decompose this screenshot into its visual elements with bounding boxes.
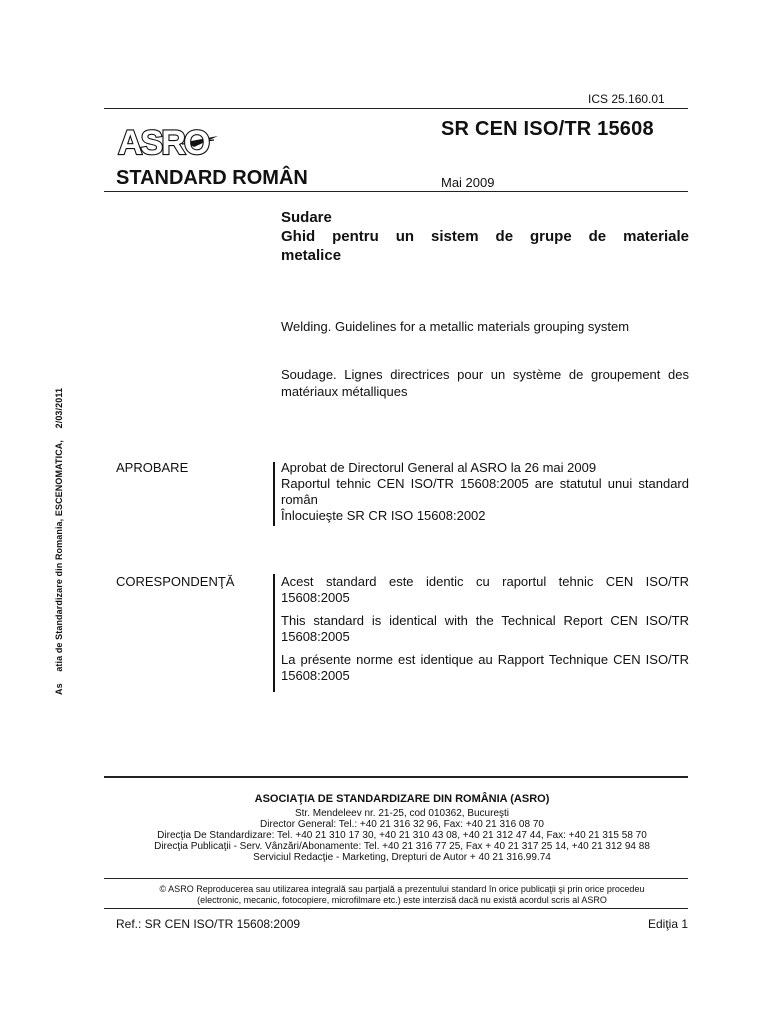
title-french: Soudage. Lignes directrices pour un système de groupement des matériaux métalliques [281,367,689,399]
title-english: Welding. Guidelines for a metallic materials grouping system [281,319,630,334]
footer-director: Director General: Tel.: +40 21 316 32 96, Fax: +40 21 316 08 70 [260,819,544,830]
correspondence-bar [273,574,275,692]
reference-number: Ref.: SR CEN ISO/TR 15608:2009 [116,917,301,931]
copyright-line1: © ASRO Reproducerea sau utilizarea integrală sau parţială a prezentului standard în orice publicaţii şi prin orice procedeu [159,884,645,894]
title-ro-line1: Sudare [281,209,332,226]
approval-text-1: Aprobat de Directorul General al ASRO la 26 mai 2009 [281,460,597,475]
asro-logo-icon [116,116,220,164]
copyright-notice [116,884,688,906]
footer-standardizare: Direcţia De Standardizare: Tel. +40 21 310 17 30, +40 21 310 43 08, +40 21 312 47 44, Fax: +40 21 315 58 70 [157,830,647,841]
footer-organization: ASOCIAŢIA DE STANDARDIZARE DIN ROMÂNIA (ASRO) [254,793,550,805]
side-watermark-part1: As [54,683,64,695]
correspondence-block [281,574,689,684]
ics-code: ICS 25.160.01 [588,92,665,106]
header-rule [104,191,688,192]
correspondence-text-fr: La présente norme est identique au Rapport Technique CEN ISO/TR 15608:2005 [281,652,689,683]
approval-label: APROBARE [116,460,189,475]
copyright-line2: (electronic, mecanic, fotocopiere, microfilmare etc.) este interzisă dacă nu există acordul scris al ASRO [197,895,607,905]
correspondence-text-ro: Acest standard este identic cu raportul tehnic CEN ISO/TR 15608:2005 [281,574,689,605]
bottom-rule [104,908,688,909]
side-watermark-part2: atia de Standardizare din Romania, ESCENOMATICA, [54,440,64,672]
title-ro-line2: Ghid pentru un sistem de grupe de materiale [281,228,689,245]
title-ro-line3: metalice [281,247,342,264]
top-rule [104,108,688,109]
correspondence-text-en: This standard is identical with the Technical Report CEN ISO/TR 15608:2005 [281,613,689,644]
correspondence-label: CORESPONDENŢĂ [116,574,235,589]
standard-label: STANDARD ROMÂN [116,167,308,189]
footer-publicatii: Direcţia Publicaţii - Serv. Vânzări/Abonamente: Tel. +40 21 316 77 25, Fax + 40 21 317 25 14, +40 21 312 94 88 [154,841,650,852]
approval-bar [273,462,275,526]
copyright-rule [104,878,688,879]
asro-logo [116,116,220,164]
standard-code: SR CEN ISO/TR 15608 [441,118,654,140]
asro-logo-text: ASRO [118,124,209,162]
edition-number: Ediţia 1 [648,917,689,931]
approval-text-2: Raportul tehnic CEN ISO/TR 15608:2005 are statutul unui standard român [281,476,689,507]
footer-address: Str. Mendeleev nr. 21-25, cod 010362, Bucureşti [294,808,510,819]
footer-rule [104,776,688,778]
publication-date: Mai 2009 [441,175,495,190]
title-romanian [281,208,689,265]
approval-block [281,460,689,524]
footer-redactie: Serviciul Redacţie - Marketing, Drepturi de Autor + 40 21 316.99.74 [253,852,551,863]
footer-contacts [116,808,688,863]
approval-text-3: Înlocuieşte SR CR ISO 15608:2002 [281,508,486,523]
side-watermark-part3: 2/03/2011 [54,387,64,429]
side-watermark [54,323,64,695]
